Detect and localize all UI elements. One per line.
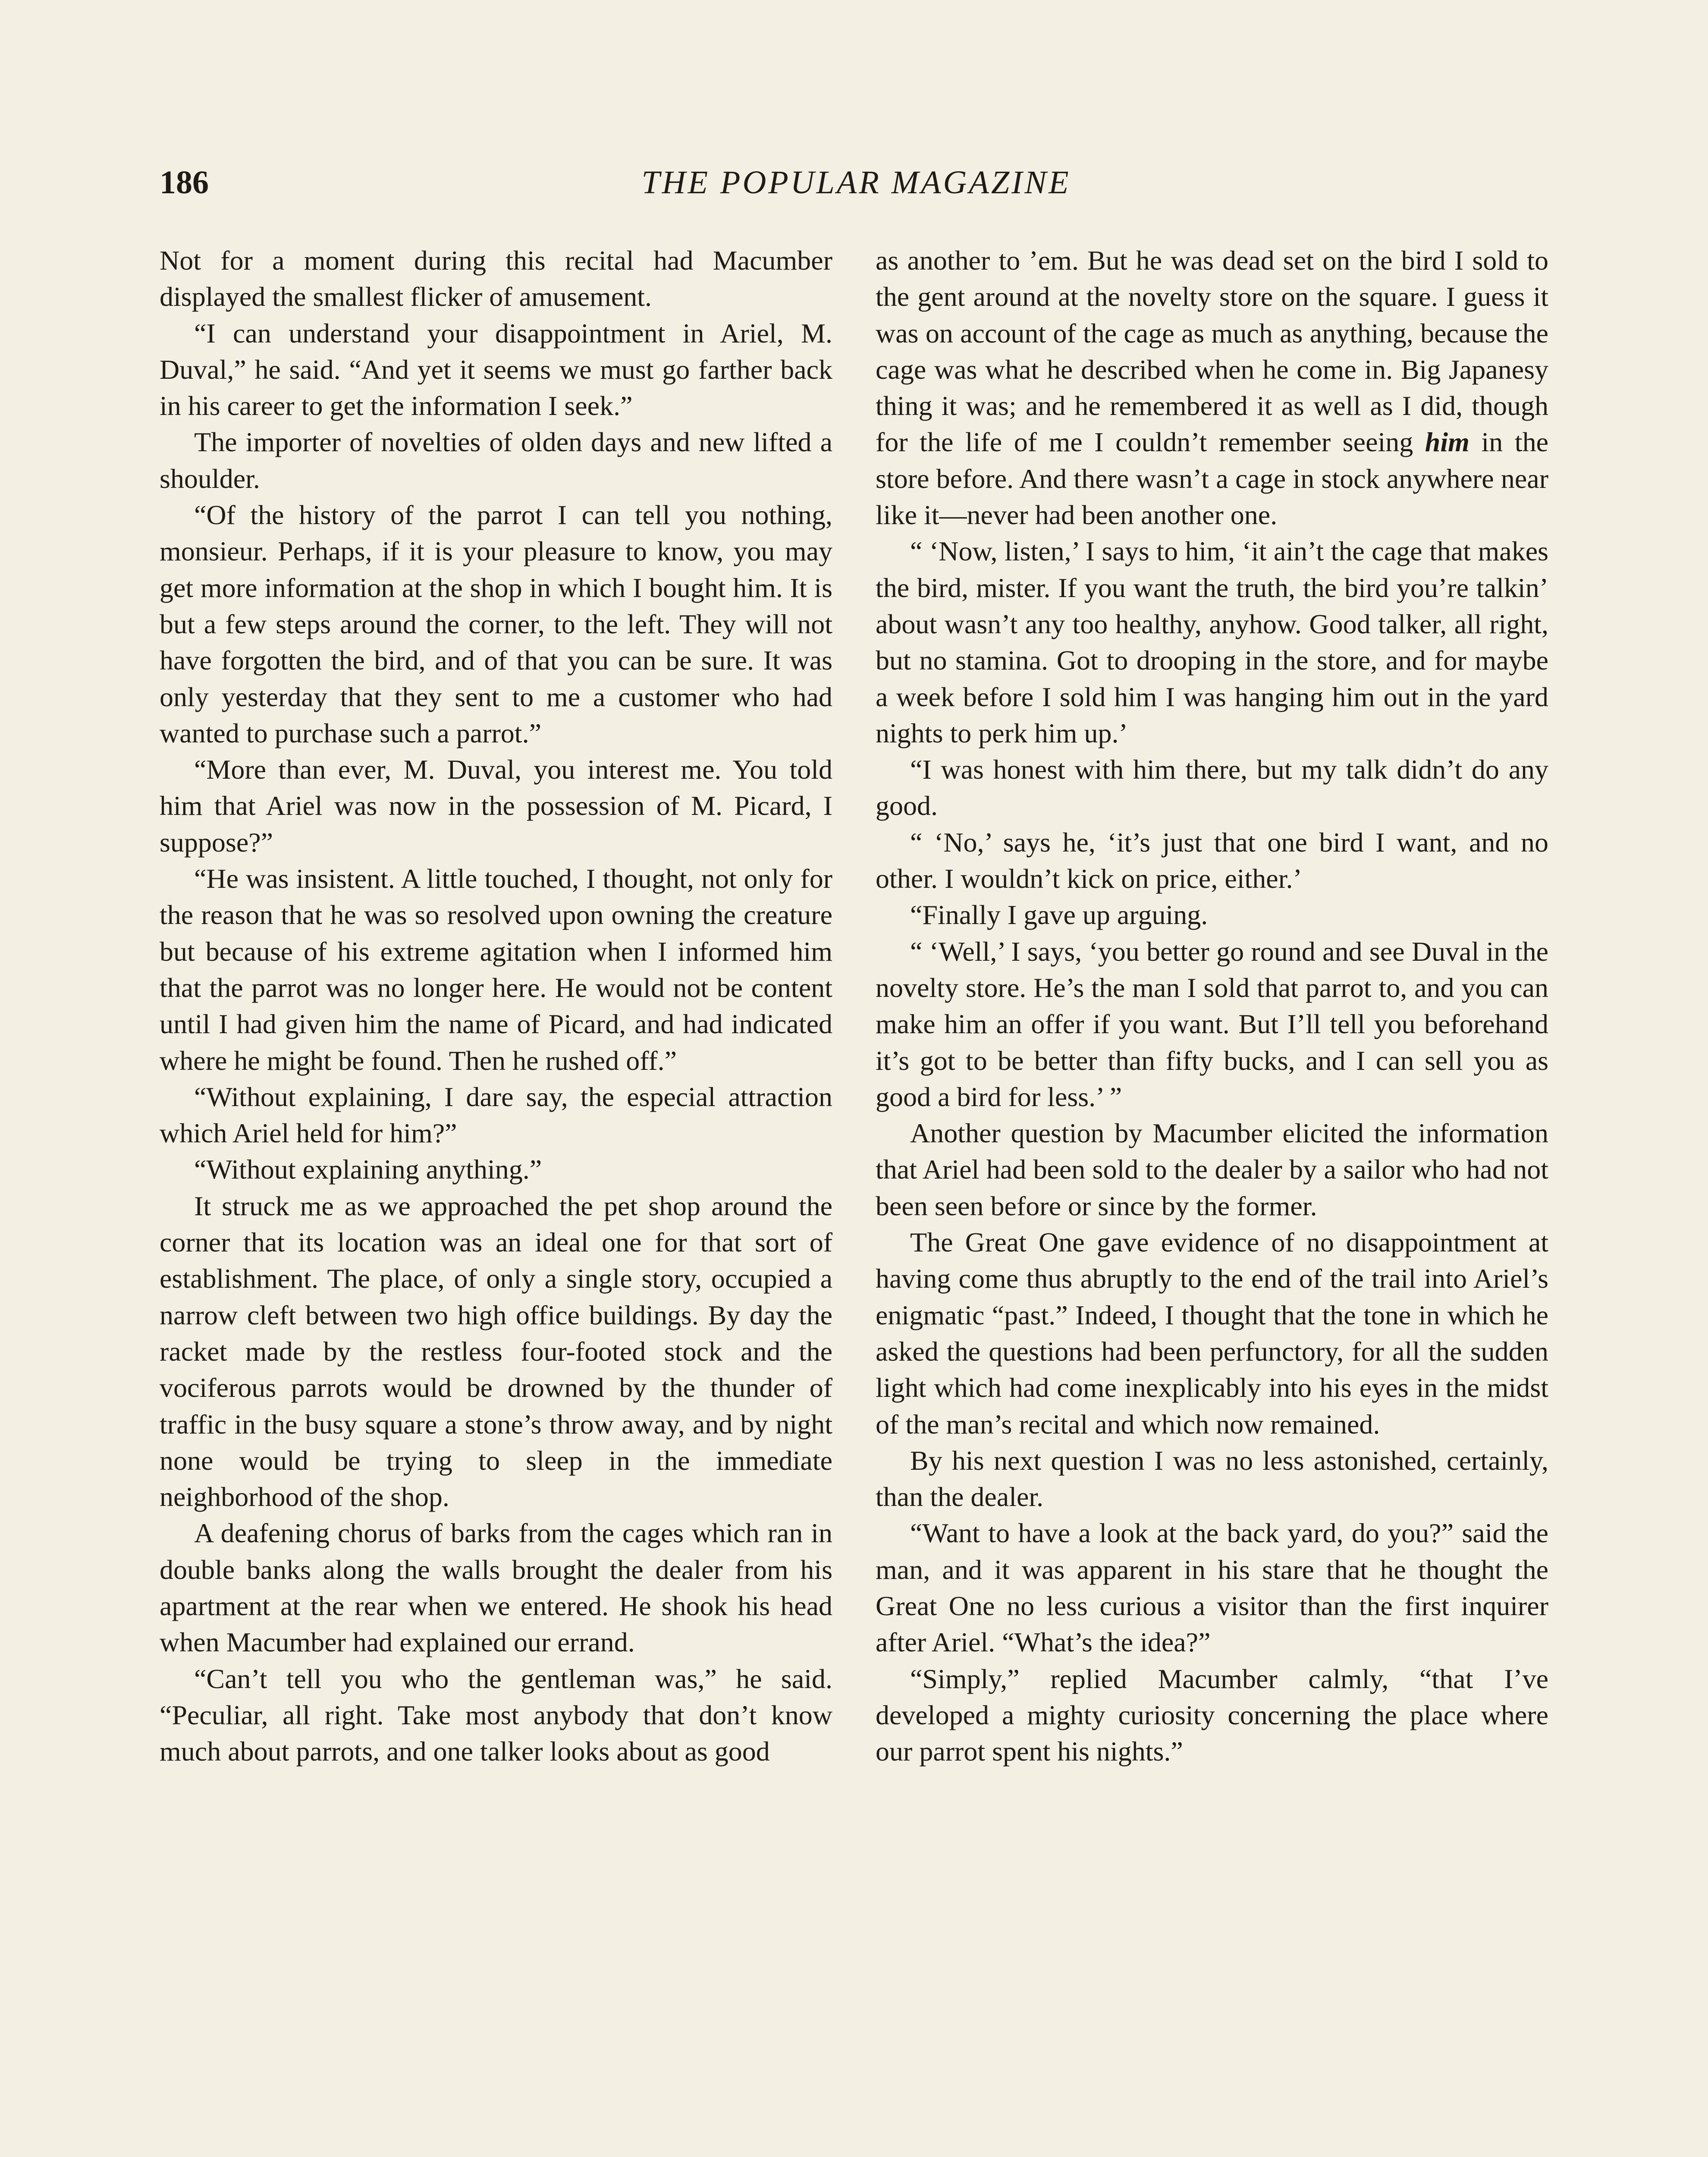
- running-title: THE POPULAR MAGAZINE: [641, 164, 1071, 201]
- paragraph: “Simply,” replied Macumber calmly, “that I’ve developed a mighty curiosity concerning the place where our parrot spent his nights.”: [876, 1663, 1548, 1767]
- paragraph: “ ‘Now, listen,’ I says to him, ‘it ain’t the cage that makes the bird, mister. If you want the truth, the bird you’re talkin’ about wasn’t any too healthy, anyhow. Good talker, all right, but no stamina. Got to drooping in the store, and for maybe a week before I sold him I was hanging him out in the yard nights to perk him up.’: [876, 536, 1548, 748]
- paragraph: It struck me as we approached the pet shop around the corner that its location was an ideal one for that sort of establishment. The place, of only a single story, occupied a narrow cleft between two high office buildings. By day the racket made by the restless four-footed stock and the vociferous parrots would be drowned by the thunder of traffic in the busy square a stone’s throw away, and by night none would be trying to sleep in the immediate neighborhood of the shop.: [160, 1190, 832, 1512]
- paragraph: Not for a moment during this recital had Macumber displayed the smallest flicker of amusement.: [160, 245, 832, 312]
- paragraph-text: in the store before. And there wasn’t a cage in stock anywhere near like it—never had been another one.: [876, 427, 1549, 531]
- paragraph: “Without explaining anything.”: [194, 1154, 542, 1185]
- paragraph: “Of the history of the parrot I can tell you nothing, monsieur. Perhaps, if it is your pleasure to know, you may get more information at the shop in which I bought him. It is but a few steps around the corner, to the left. They will not have forgotten the bird, and of that you can be sure. It was only yesterday that they sent to me a customer who had wanted to purchase such a parrot.”: [160, 500, 832, 748]
- left-column: [160, 242, 832, 1770]
- paragraph: A deafening chorus of barks from the cages which ran in double banks along the walls brought the dealer from his apartment at the rear when we entered. He shook his head when Macumber had explained our errand.: [160, 1518, 832, 1658]
- paragraph: “ ‘Well,’ I says, ‘you better go round and see Duval in the novelty store. He’s the man I sold that parrot to, and you can make him an offer if you want. But I’ll tell you beforehand it’s got to be better than fifty bucks, and I can sell you as good a bird for less.’ ”: [876, 936, 1548, 1112]
- paragraph: “Can’t tell you who the gentleman was,” he said. “Peculiar, all right. Take most anybody that don’t know much about parrots, and one talker looks about as good: [160, 1663, 832, 1767]
- paragraph: The Great One gave evidence of no disappointment at having come thus abruptly to the end of the trail into Ariel’s enigmatic “past.” Indeed, I thought that the tone in which he asked the questions had been perfunctory, for all the sudden light which had come inexplicably into his eyes in the midst of the man’s recital and which now remained.: [876, 1227, 1548, 1440]
- paragraph: By his next question I was no less astonished, certainly, than the dealer.: [876, 1445, 1548, 1512]
- emphasis-text: him: [1425, 427, 1469, 458]
- paragraph: “He was insistent. A little touched, I thought, not only for the reason that he was so resolved upon owning the creature but because of his extreme agitation when I informed him that the parrot was no longer here. He would not be content until I had given him the name of Picard, and had indicated where he might be found. Then he rushed off.”: [160, 863, 832, 1076]
- paragraph: Another question by Macumber elicited the information that Ariel had been sold to the dealer by a sailor who had not been seen before or since by the former.: [876, 1118, 1548, 1221]
- paragraph-continued: [876, 242, 1548, 533]
- right-column: [876, 242, 1548, 1770]
- paragraph: “Want to have a look at the back yard, do you?” said the man, and it was apparent in his stare that he thought the Great One no less curious a visitor than the first inquirer after Ariel. “What’s the idea?”: [876, 1518, 1548, 1658]
- paragraph: “ ‘No,’ says he, ‘it’s just that one bird I want, and no other. I wouldn’t kick on price, either.’: [876, 827, 1548, 894]
- page-header: [160, 164, 1553, 211]
- paragraph: “I can understand your disappointment in Ariel, M. Duval,” he said. “And yet it seems we must go farther back in his career to get the information I seek.”: [160, 318, 832, 421]
- paragraph: “Finally I gave up arguing.: [910, 899, 1208, 931]
- page-number: 186: [160, 164, 209, 201]
- paragraph: “More than ever, M. Duval, you interest me. You told him that Ariel was now in the possession of M. Picard, I suppose?”: [160, 754, 832, 858]
- paragraph: “Without explaining, I dare say, the especial attraction which Ariel held for him?”: [160, 1081, 832, 1149]
- paragraph: The importer of novelties of olden days and new lifted a shoulder.: [160, 427, 832, 494]
- paragraph-text: as another to ’em. But he was dead set on the bird I sold to the gent around at the novelty store on the square. I guess it was on account of the cage as much as anything, because the cage was what he described when he come in. Big Japanesy thing it was; and he remembered it as well as I did, though for the life of me I couldn’t remember seeing: [876, 245, 1548, 458]
- paragraph: “I was honest with him there, but my talk didn’t do any good.: [876, 754, 1548, 821]
